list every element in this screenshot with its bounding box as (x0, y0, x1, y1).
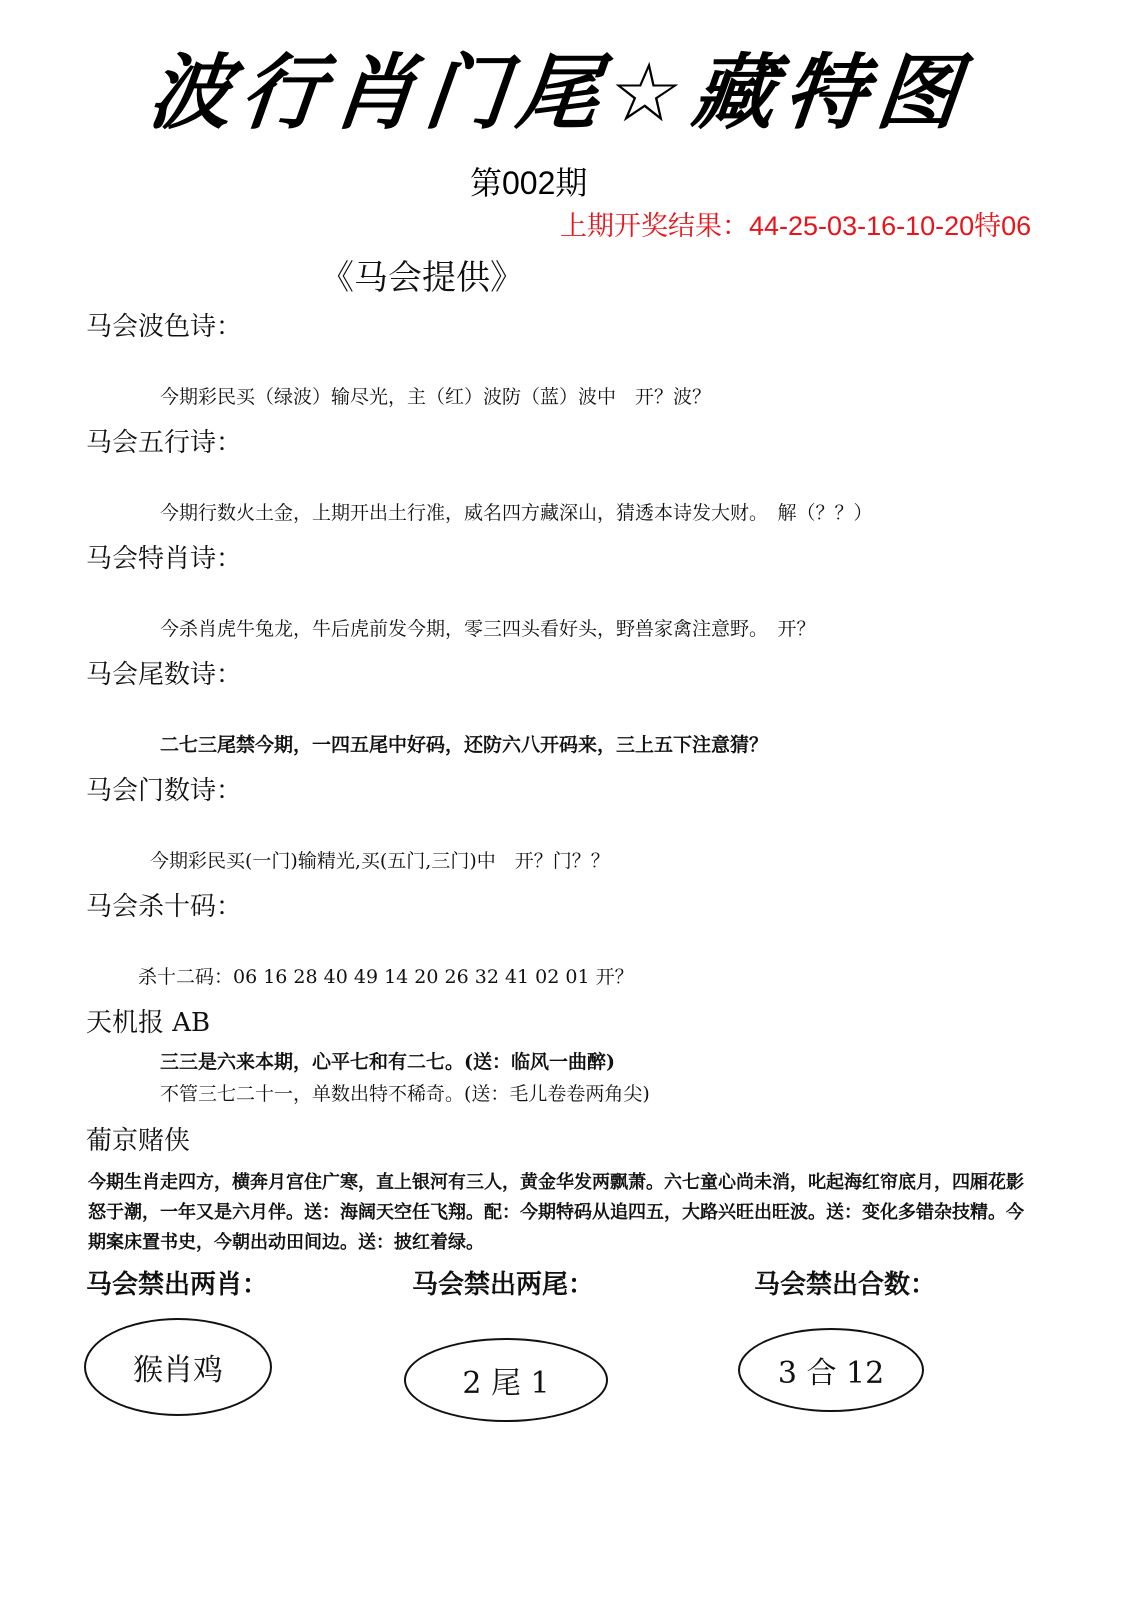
tianji-block (160, 1046, 650, 1110)
zodiac-poem-text: 今杀肖虎牛兔龙，牛后虎前发今期，零三四头看好头，野兽家禽注意野。 开？ (160, 618, 816, 640)
ban-tail-heading: 马会禁出两尾： (412, 1270, 595, 1300)
ban-zodiac-oval (84, 1318, 272, 1416)
ban-zodiac-value: 猴肖鸡 (133, 1353, 223, 1388)
provider-label: 《马会提供》 (320, 258, 524, 298)
tail-number-poem-heading: 马会尾数诗： (86, 660, 243, 690)
last-draw-result: 上期开奖结果：44-25-03-16-10-20特06 (560, 211, 1032, 241)
wave-color-poem-text: 今期彩民买（绿波）输尽光，主（红）波防（蓝）波中 开？波？ (160, 386, 712, 408)
kill-numbers-heading: 马会杀十码： (86, 892, 243, 922)
tail-number-poem-text: 二七三尾禁今期，一四五尾中好码，还防六八开码来，三上五下注意猜？ (160, 734, 769, 756)
pujing-heading: 葡京赌侠 (86, 1126, 191, 1156)
kill-numbers-text: 杀十二码：06 16 28 40 49 14 20 26 32 41 02 01 开？ (138, 966, 634, 988)
wave-color-poem-heading: 马会波色诗： (86, 312, 243, 342)
door-number-poem-text: 今期彩民买(一门)输精光,买(五门,三门)中 开？门？？ (150, 850, 610, 872)
ban-sum-value: 3 合 12 (777, 1356, 885, 1391)
ban-sum-oval (738, 1328, 924, 1412)
tianji-line: 不管三七二十一，单数出特不稀奇。(送：毛儿卷卷两角尖) (160, 1083, 650, 1105)
issue-number: 第002期 (470, 165, 588, 201)
zodiac-poem-heading: 马会特肖诗： (86, 544, 243, 574)
tianji-heading: 天机报 AB (86, 1008, 211, 1038)
page-title: 波行肖门尾☆藏特图 (144, 46, 974, 141)
ban-tail-value: 2 尾 1 (462, 1366, 550, 1401)
door-number-poem-heading: 马会门数诗： (86, 776, 243, 806)
pujing-text: 今期生肖走四方，横奔月宫住广寒，直上银河有三人，黄金华发两飘萧。六七童心尚未消，叱起海红帘底月，四厢花影怒于潮，一年又是六月伴。送：海阔天空任飞翔。配：今期特码从追四五，大路兴旺出旺波。送：变化多错杂技精。今期案床置书史，今朝出动田间边。送：披红着绿。 (88, 1172, 1024, 1253)
tianji-line: 三三是六来本期，心平七和有二七。(送：临风一曲醉) (160, 1051, 615, 1073)
five-elements-poem-text: 今期行数火土金，上期开出土行准，威名四方藏深山，猜透本诗发大财。 解（？？） (160, 502, 873, 524)
five-elements-poem-heading: 马会五行诗： (86, 428, 243, 458)
ban-tail-oval (404, 1338, 608, 1422)
ban-sum-heading: 马会禁出合数： (754, 1270, 937, 1300)
ban-zodiac-heading: 马会禁出两肖： (86, 1270, 269, 1300)
